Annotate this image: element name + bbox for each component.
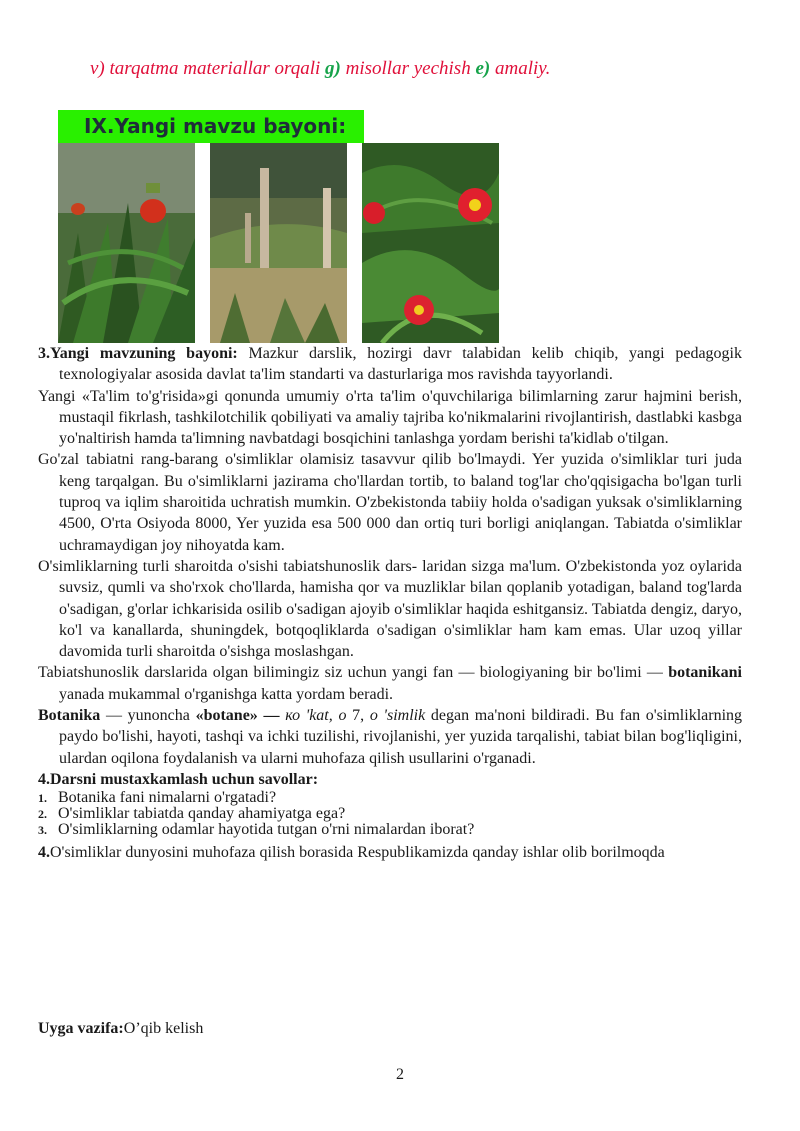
botanika-t1: — yunoncha — [100, 707, 196, 725]
question-text: Botanika fani nimalarni o'rgatadi? — [58, 789, 277, 807]
section-banner: IX.Yangi mavzu bayoni: — [58, 110, 364, 143]
page-number: 2 — [396, 1066, 404, 1083]
question-text: O'simliklar tabiatda qanday ahamiyatga ega? — [58, 805, 346, 823]
plant-photo-garden — [210, 143, 347, 343]
method-g-text: misollar yechish — [345, 58, 471, 79]
paragraph-botanika — [38, 705, 742, 769]
paragraph-conditions: O'simliklarning turli sharoitda o'sishi tabiatshunoslik dars- laridan sizga ma'lum. O'zbekistonda yoz oylarida suvsiz, qumli va sho'rxok cho'llarda, hamisha qor va muzliklar bilan qoplanib yotadigan, baland tog'larda o'sadigan, g'orlar ichkarisida osilib o'sadigan ajoyib o'simliklar haqida eshitgansiz. Tabiatda dengiz, daryo, ko'l va kanallarda, shuningdek, botqoqliklarda o'sadigan o'simliklar ham kam emas. Ular uzoq yillar davomida turli sharoitda o'sishga moslashgan. — [38, 557, 742, 661]
method-e-text: amaliy. — [494, 58, 551, 79]
botanika-word: «botane» — — [195, 707, 280, 725]
paragraph-law: Yangi «Ta'lim to'g'risida»gi qonunda umumiy o'rta ta'lim o'quvchilariga bilimlarning zarur hajmini berish, mustaqil fikrlash, tashkilotchilik qobiliyati va amaliy tajriba ko'nikmalarini rivojlantirish, dastlabki kasbga yo'naltirish hamda ta'limning navbatdagi bosqichini tanlashga yordam berishi ta'kidlab o'tilgan. — [38, 387, 742, 448]
question-number: 1. — [38, 791, 47, 806]
botanika-i2: o 'simlik — [369, 707, 426, 725]
plant-photo-red-flower — [58, 143, 195, 343]
lesson-body — [38, 343, 742, 864]
question-number: 3. — [38, 823, 47, 838]
homework-label: Uyga vazifa: — [38, 1020, 124, 1037]
method-g-label: g) — [325, 58, 341, 79]
section3-title: 3.Yangi mavzuning bayoni: — [38, 345, 238, 362]
homework — [38, 1020, 203, 1038]
plant-photo-peony — [362, 143, 499, 343]
botanika-t4: degan ma'noni bildiradi. Bu fan o'simliklarning paydo bo'lishi, hayoti, tashqi va ichki tuzilishi, rivojlanishi, yer yuzida tarqalishi, tabiat bilan bog'liqligini, ulardan oqilona foydalanish va ularni muhofaza qilish usullarini o'rganadi. — [59, 707, 743, 767]
method-v-text: tarqatma materiallar orqali — [109, 58, 321, 79]
question-item — [38, 822, 742, 838]
question-item — [38, 790, 742, 806]
method-v-label: v) — [90, 58, 105, 79]
question-4-number: 4. — [38, 844, 50, 862]
biology-post: yanada mukammal o'rganishga katta yordam beradi. — [59, 685, 394, 703]
section3-paragraph — [38, 343, 742, 386]
paragraph-nature: Go'zal tabiatni rang-barang o'simliklar olamisiz tasavvur qilib bo'lmaydi. Yer yuzida o'simliklar turi juda keng tarqalgan. Bu o'simliklarni jazirama cho'llardan tortib, to baland tog'lar cho'qqisigacha bo'lgan turli tuproq va iqlim sharoitida uchratish mumkin. O'zbekistonda tabiiy holda o'sadigan yuksak o'simliklarning 4500, O'rta Osiyoda 8000, Yer yuzida esa 500 000 dan ortiq turi borligi aniqlangan. Tabiatda o'simliklar uchramaydigan joy nihoyatda kam. — [38, 451, 742, 554]
question-item — [38, 806, 742, 822]
paragraph-biology — [38, 662, 742, 705]
method-e-label: e) — [475, 58, 491, 79]
biology-term: botanikani — [668, 664, 742, 682]
question-item-4 — [38, 842, 742, 863]
question-text: O'simliklarning odamlar hayotida tutgan o'rni nimalardan iborat? — [58, 821, 475, 839]
section3-text: Mazkur darslik, hozirgi davr talabidan kelib chiqib, yangi pedagogik texnologiyalar asosida davlat ta'lim standarti va dasturlariga mos ravishda tayyorlandi. — [59, 345, 742, 384]
botanika-t3: 7, — [346, 707, 370, 725]
question-number: 2. — [38, 807, 47, 822]
questions-heading: 4.Darsni mustaxkamlash uchun savollar: — [38, 770, 319, 788]
question-4-text: O'simliklar dunyosini muhofaza qilish borasida Respublikamizda qanday ishlar olib borilmoqda — [50, 844, 665, 862]
lesson-methods-line — [90, 58, 550, 80]
biology-pre: Tabiatshunoslik darslarida olgan bilimingiz siz uchun yangi fan — biologiyaning bir bo'limi — — [38, 664, 669, 682]
botanika-i1: ко 'kat, о — [285, 707, 347, 725]
homework-text: O’qib kelish — [123, 1020, 204, 1037]
botanika-term: Botanika — [38, 707, 101, 725]
